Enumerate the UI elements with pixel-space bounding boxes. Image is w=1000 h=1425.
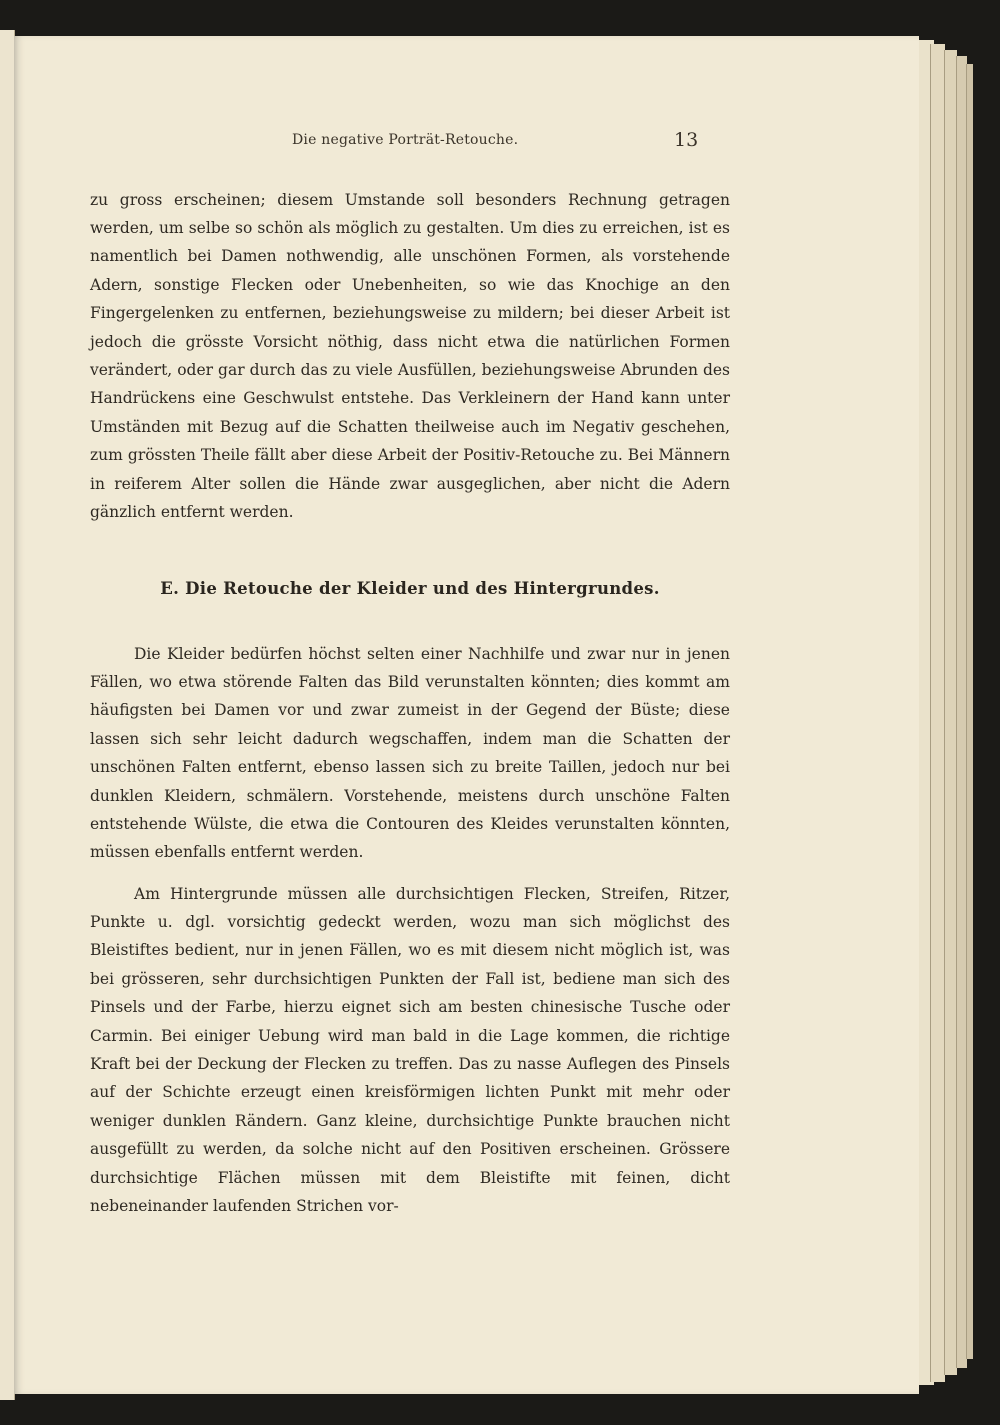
- section-heading: E. Die Retouche der Kleider und des Hintergrundes.: [160, 579, 660, 598]
- page-number: 13: [674, 129, 699, 151]
- page-header: [14, 129, 919, 154]
- page-edge: [966, 64, 973, 1359]
- paragraph-hands-retouch: zu gross erscheinen; diesem Umstande soll besonders Rechnung getragen werden, um selbe so schön als möglich zu gestalten. Um dies zu erreichen, ist es namentlich bei Damen nothwendig, alle unschönen Formen, als vorstehende Adern, sonstige Flecken oder Unebenheiten, so wie das Knochige an den Fingergelenken zu entfernen, beziehungsweise zu mildern; bei dieser Arbeit ist jedoch die grösste Vorsicht nöthig, dass nicht etwa die natürlichen Formen verändert, oder gar durch das zu viele Ausfüllen, beziehungsweise Abrunden des Handrückens eine Geschwulst entstehe. Das Verkleinern der Hand kann unter Umständen mit Bezug auf die Schatten theilweise auch im Negativ geschehen, zum grössten Theile fällt aber diese Arbeit der Positiv-Retouche zu. Bei Männern in reiferem Alter sollen die Hände zwar ausgeglichen, aber nicht die Adern gänzlich entfernt werden.: [90, 190, 730, 521]
- page-edge: [930, 44, 945, 1382]
- running-title: Die negative Porträt-Retouche.: [292, 132, 519, 148]
- paragraph-background-retouch: Am Hintergrunde müssen alle durchsichtigen Flecken, Streifen, Ritzer, Punkte u. dgl. vorsichtig gedeckt werden, wozu man sich möglichst des Bleistiftes bedient, nur in jenen Fällen, wo es mit diesem nicht möglich ist, was bei grösseren, sehr durchsichtigen Punkten der Fall ist, bediene man sich des Pinsels und der Farbe, hierzu eignet sich am besten chinesische Tusche oder Carmin. Bei einiger Uebung wird man bald in die Lage kommen, die richtige Kraft bei der Deckung der Flecken zu treffen. Das zu nasse Auflegen des Pinsels auf der Schichte erzeugt einen kreisförmigen lichten Punkt mit mehr oder weniger dunklen Rändern. Ganz kleine, durchsichtige Punkte brauchen nicht ausgefüllt zu werden, da solche nicht auf den Positiven erscheinen. Grössere durchsichtige Flächen müssen mit dem Bleistifte mit feinen, dicht nebeneinander laufenden Strichen vor-: [90, 884, 730, 1215]
- facing-page-edge: [0, 30, 15, 1400]
- paragraph-clothes-retouch: Die Kleider bedürfen höchst selten einer Nachhilfe und zwar nur in jenen Fällen, wo etwa störende Falten das Bild verunstalten könnten; dies kommt am häufigsten bei Damen vor und zwar zumeist in der Gegend der Büste; diese lassen sich sehr leicht dadurch wegschaffen, indem man die Schatten der unschönen Falten entfernt, ebenso lassen sich zu breite Taillen, jedoch nur bei dunklen Kleidern, schmälern. Vorstehende, meistens durch unschöne Falten entstehende Wülste, die etwa die Contouren des Kleides verunstalten könnten, müssen ebenfalls entfernt werden.: [90, 644, 730, 862]
- book-page: [14, 36, 919, 1394]
